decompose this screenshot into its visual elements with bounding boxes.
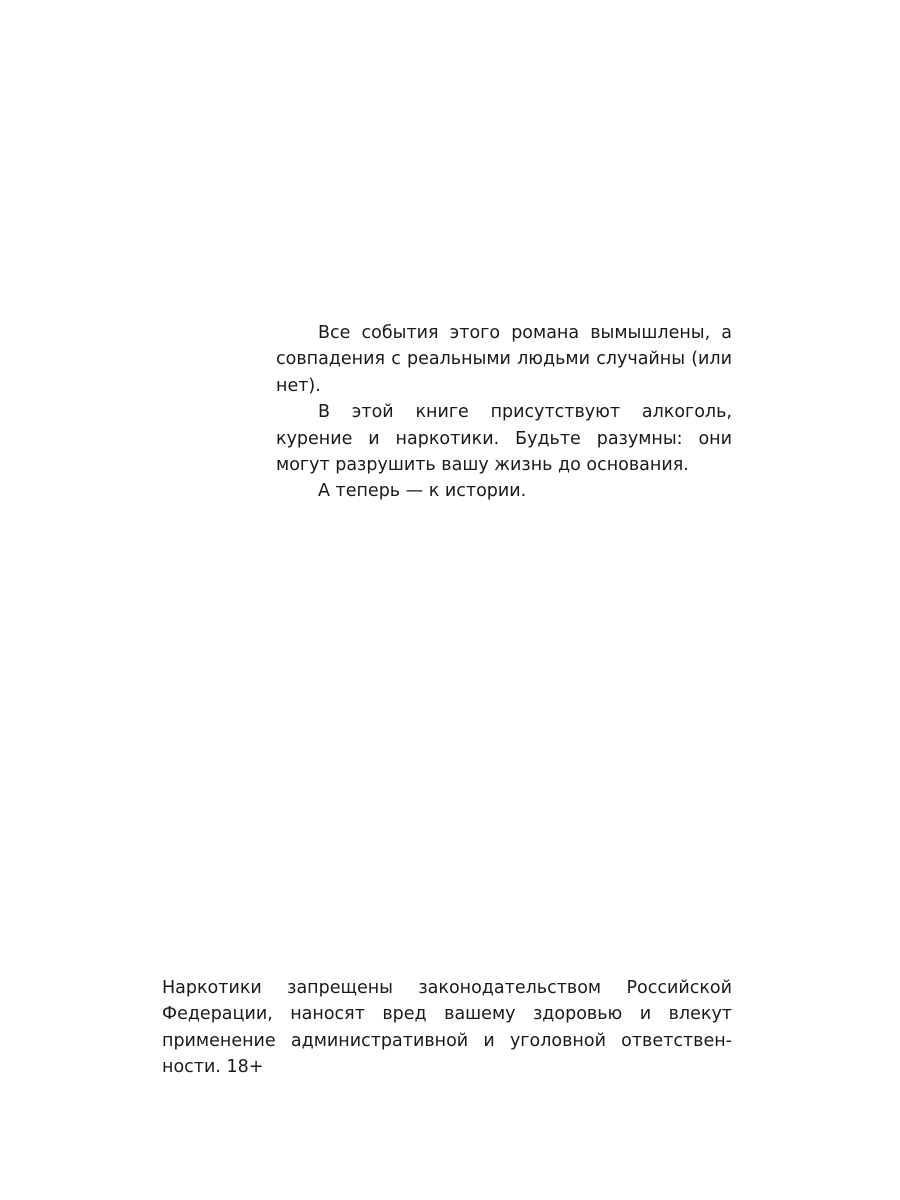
- legal-warning-text: Наркотики запрещены законодательством Российской Федерации, наносят вред вашему здоровью и влекут применение административной и уголовной ответственности. 18+: [162, 978, 732, 1078]
- disclaimer-paragraph-story: А теперь — к истории.: [318, 481, 527, 502]
- fiction-disclaimer: [276, 320, 732, 505]
- disclaimer-paragraph-substances: В этой книге присутствуют алкоголь, курение и наркотики. Будьте разумны: они могут разрушить вашу жизнь до основания.: [276, 402, 732, 476]
- legal-warning: [162, 975, 732, 1081]
- disclaimer-paragraph-fiction: Все события этого романа вымышлены, а совпадения с реальными людьми случайны (или нет).: [276, 323, 732, 396]
